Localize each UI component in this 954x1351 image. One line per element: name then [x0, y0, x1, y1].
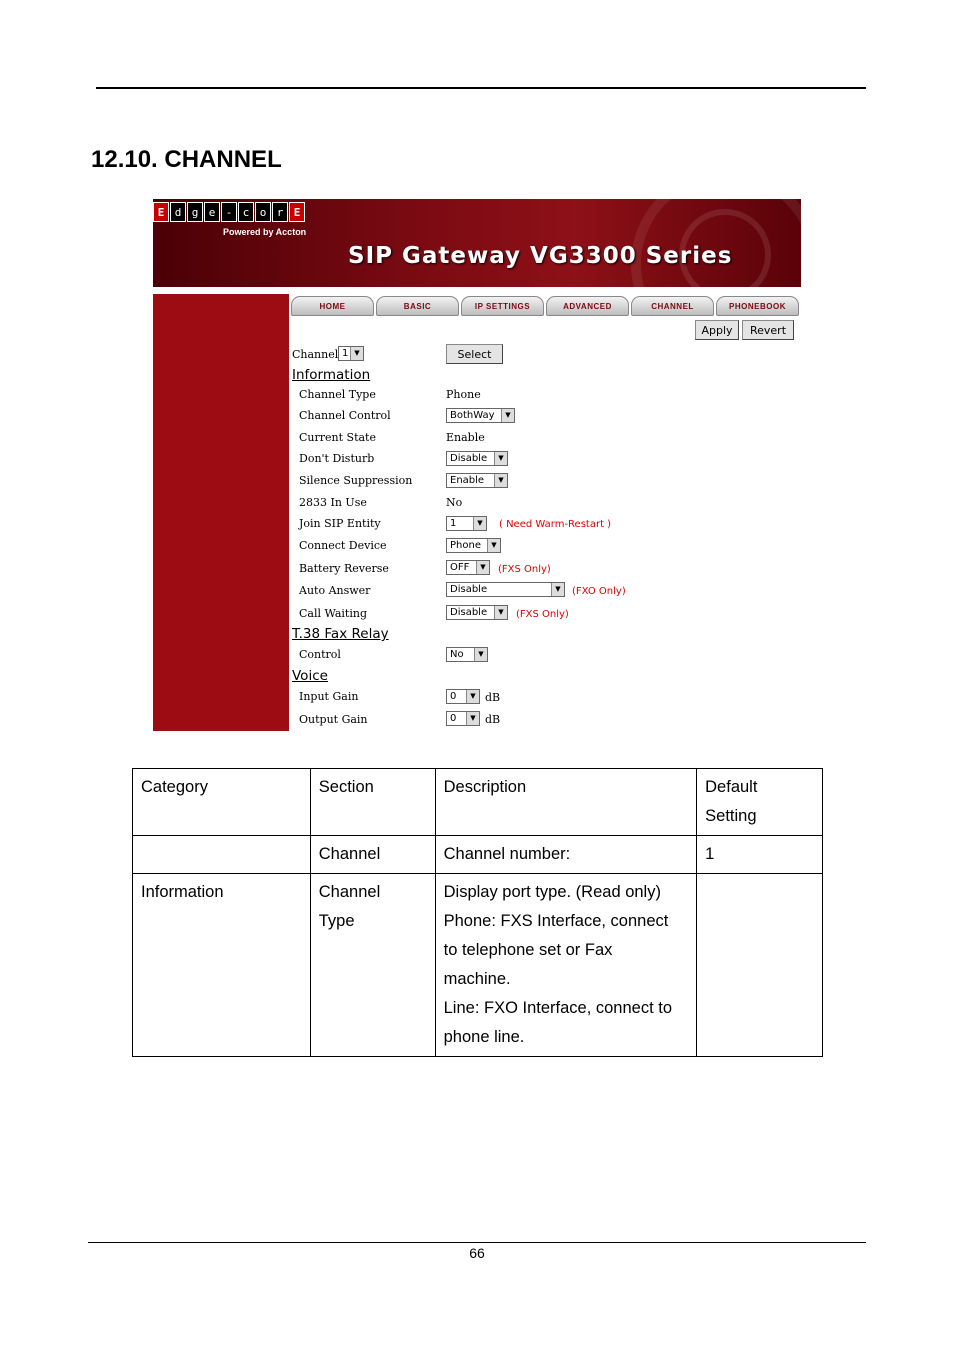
banner-title: SIP Gateway VG3300 Series — [348, 243, 733, 269]
call-waiting-label: Call Waiting — [299, 607, 367, 620]
table-row — [133, 836, 823, 874]
logo-letter: g — [187, 202, 203, 222]
logo-letter: e — [204, 202, 220, 222]
channel-type-label: Channel Type — [299, 388, 376, 401]
header-setting: Setting — [705, 807, 757, 825]
settings-table — [132, 768, 823, 1057]
chevron-down-icon: ▼ — [494, 606, 507, 619]
input-gain-value: 0 — [450, 691, 457, 702]
gateway-screenshot — [153, 199, 801, 731]
input-gain-select[interactable] — [446, 689, 480, 704]
dont-disturb-label: Don't Disturb — [299, 452, 375, 465]
tab-ip-settings[interactable]: IP SETTINGS — [461, 296, 544, 316]
channel-control-select[interactable] — [446, 408, 515, 423]
edgecore-logo — [153, 202, 306, 222]
select-button[interactable]: Select — [446, 344, 503, 364]
control-value: No — [450, 649, 464, 660]
chevron-down-icon: ▼ — [473, 517, 486, 530]
auto-answer-select[interactable] — [446, 582, 565, 597]
table-cell — [697, 836, 823, 874]
table-cell — [133, 769, 311, 836]
silence-suppression-label: Silence Suppression — [299, 474, 413, 487]
channel-label: Channel — [292, 348, 339, 361]
table-cell — [435, 769, 697, 836]
chevron-down-icon: ▼ — [494, 452, 507, 465]
row-category: Information — [141, 883, 224, 901]
voice-heading: Voice — [292, 668, 328, 684]
channel-control-label: Channel Control — [299, 409, 391, 422]
tab-home[interactable]: HOME — [291, 296, 374, 316]
output-gain-unit: dB — [485, 713, 501, 726]
powered-by: Powered by Accton — [223, 227, 307, 237]
sidebar — [153, 294, 289, 731]
table-cell — [697, 769, 823, 836]
fxo-only-note: (FXO Only) — [572, 586, 626, 597]
table-cell — [310, 769, 435, 836]
input-gain-unit: dB — [485, 691, 501, 704]
row-section: Channel — [318, 883, 381, 901]
chevron-down-icon: ▼ — [494, 474, 507, 487]
auto-answer-label: Auto Answer — [299, 584, 371, 597]
tab-advanced[interactable]: ADVANCED — [546, 296, 629, 316]
call-waiting-select[interactable] — [446, 605, 508, 620]
header-section: Section — [318, 778, 374, 796]
header-category: Category — [141, 778, 208, 796]
join-sip-entity-select[interactable] — [446, 516, 487, 531]
table-cell — [310, 874, 435, 1057]
description-line: phone line. — [443, 1028, 525, 1046]
channel-control-value: BothWay — [450, 410, 495, 421]
input-gain-label: Input Gain — [299, 690, 359, 703]
fxs-only-note: (FXS Only) — [498, 564, 551, 575]
chevron-down-icon: ▼ — [474, 648, 487, 661]
description-line: Phone: FXS Interface, connect — [443, 912, 669, 930]
control-select[interactable] — [446, 647, 488, 662]
apply-button[interactable]: Apply — [695, 320, 739, 340]
channel-type-value: Phone — [446, 388, 481, 401]
chevron-down-icon: ▼ — [551, 583, 564, 596]
silence-suppression-select[interactable] — [446, 473, 508, 488]
connect-device-label: Connect Device — [299, 539, 387, 552]
tab-channel[interactable]: CHANNEL — [631, 296, 714, 316]
output-gain-select[interactable] — [446, 711, 480, 726]
connect-device-value: Phone — [450, 540, 481, 551]
logo-letter: r — [272, 202, 288, 222]
logo-letter: o — [255, 202, 271, 222]
chevron-down-icon: ▼ — [487, 539, 500, 552]
table-cell — [133, 874, 311, 1057]
table-cell — [435, 836, 697, 874]
channel-select-value: 1 — [342, 348, 349, 359]
banner — [153, 199, 801, 287]
chevron-down-icon: ▼ — [350, 347, 363, 360]
current-state-value: Enable — [446, 431, 485, 444]
section-heading: 12.10. CHANNEL — [91, 146, 282, 173]
logo-letter: E — [153, 202, 169, 222]
table-cell — [310, 836, 435, 874]
table-cell — [133, 836, 311, 874]
dont-disturb-select[interactable] — [446, 451, 508, 466]
page-number: 66 — [469, 1245, 485, 1261]
header-rule — [96, 87, 866, 89]
description-line: Display port type. (Read only) — [443, 883, 661, 901]
battery-reverse-select[interactable] — [446, 560, 490, 575]
footer-rule — [88, 1242, 866, 1243]
call-waiting-value: Disable — [450, 607, 488, 618]
chevron-down-icon: ▼ — [466, 690, 479, 703]
battery-reverse-value: OFF — [450, 562, 470, 573]
row-default: 1 — [705, 845, 715, 863]
description-line: to telephone set or Fax — [443, 941, 613, 959]
logo-letter: c — [238, 202, 254, 222]
in-use-label: 2833 In Use — [299, 496, 367, 509]
logo-letter: E — [289, 202, 305, 222]
current-state-label: Current State — [299, 431, 376, 444]
tab-phonebook[interactable]: PHONEBOOK — [716, 296, 799, 316]
tab-basic[interactable]: BASIC — [376, 296, 459, 316]
logo-letter: d — [170, 202, 186, 222]
fxs-only-note: (FXS Only) — [516, 609, 569, 620]
revert-button[interactable]: Revert — [742, 320, 794, 340]
header-default: Default — [705, 778, 758, 796]
description-line: Line: FXO Interface, connect to — [443, 999, 672, 1017]
table-header-row — [133, 769, 823, 836]
row-section: Type — [318, 912, 355, 930]
row-description: Channel number: — [443, 845, 571, 863]
output-gain-value: 0 — [450, 713, 457, 724]
nav-bar — [291, 296, 801, 316]
auto-answer-value: Disable — [450, 584, 488, 595]
warm-restart-note: ( Need Warm-Restart ) — [499, 519, 612, 530]
description-line: machine. — [443, 970, 511, 988]
join-sip-entity-label: Join SIP Entity — [299, 517, 381, 530]
silence-suppression-value: Enable — [450, 475, 485, 486]
chevron-down-icon: ▼ — [466, 712, 479, 725]
join-sip-entity-value: 1 — [450, 518, 457, 529]
battery-reverse-label: Battery Reverse — [299, 562, 389, 575]
chevron-down-icon: ▼ — [476, 561, 489, 574]
fax-relay-heading: T.38 Fax Relay — [292, 626, 389, 642]
chevron-down-icon: ▼ — [501, 409, 514, 422]
logo-letter: - — [221, 202, 237, 222]
control-label: Control — [299, 648, 341, 661]
table-cell — [435, 874, 697, 1057]
output-gain-label: Output Gain — [299, 713, 368, 726]
table-row — [133, 874, 823, 1057]
information-heading: Information — [292, 367, 371, 383]
row-section: Channel — [318, 845, 381, 863]
connect-device-select[interactable] — [446, 538, 501, 553]
table-cell — [697, 874, 823, 1057]
channel-select[interactable] — [338, 346, 364, 361]
in-use-value: No — [446, 496, 463, 509]
dont-disturb-value: Disable — [450, 453, 488, 464]
header-description: Description — [443, 778, 527, 796]
